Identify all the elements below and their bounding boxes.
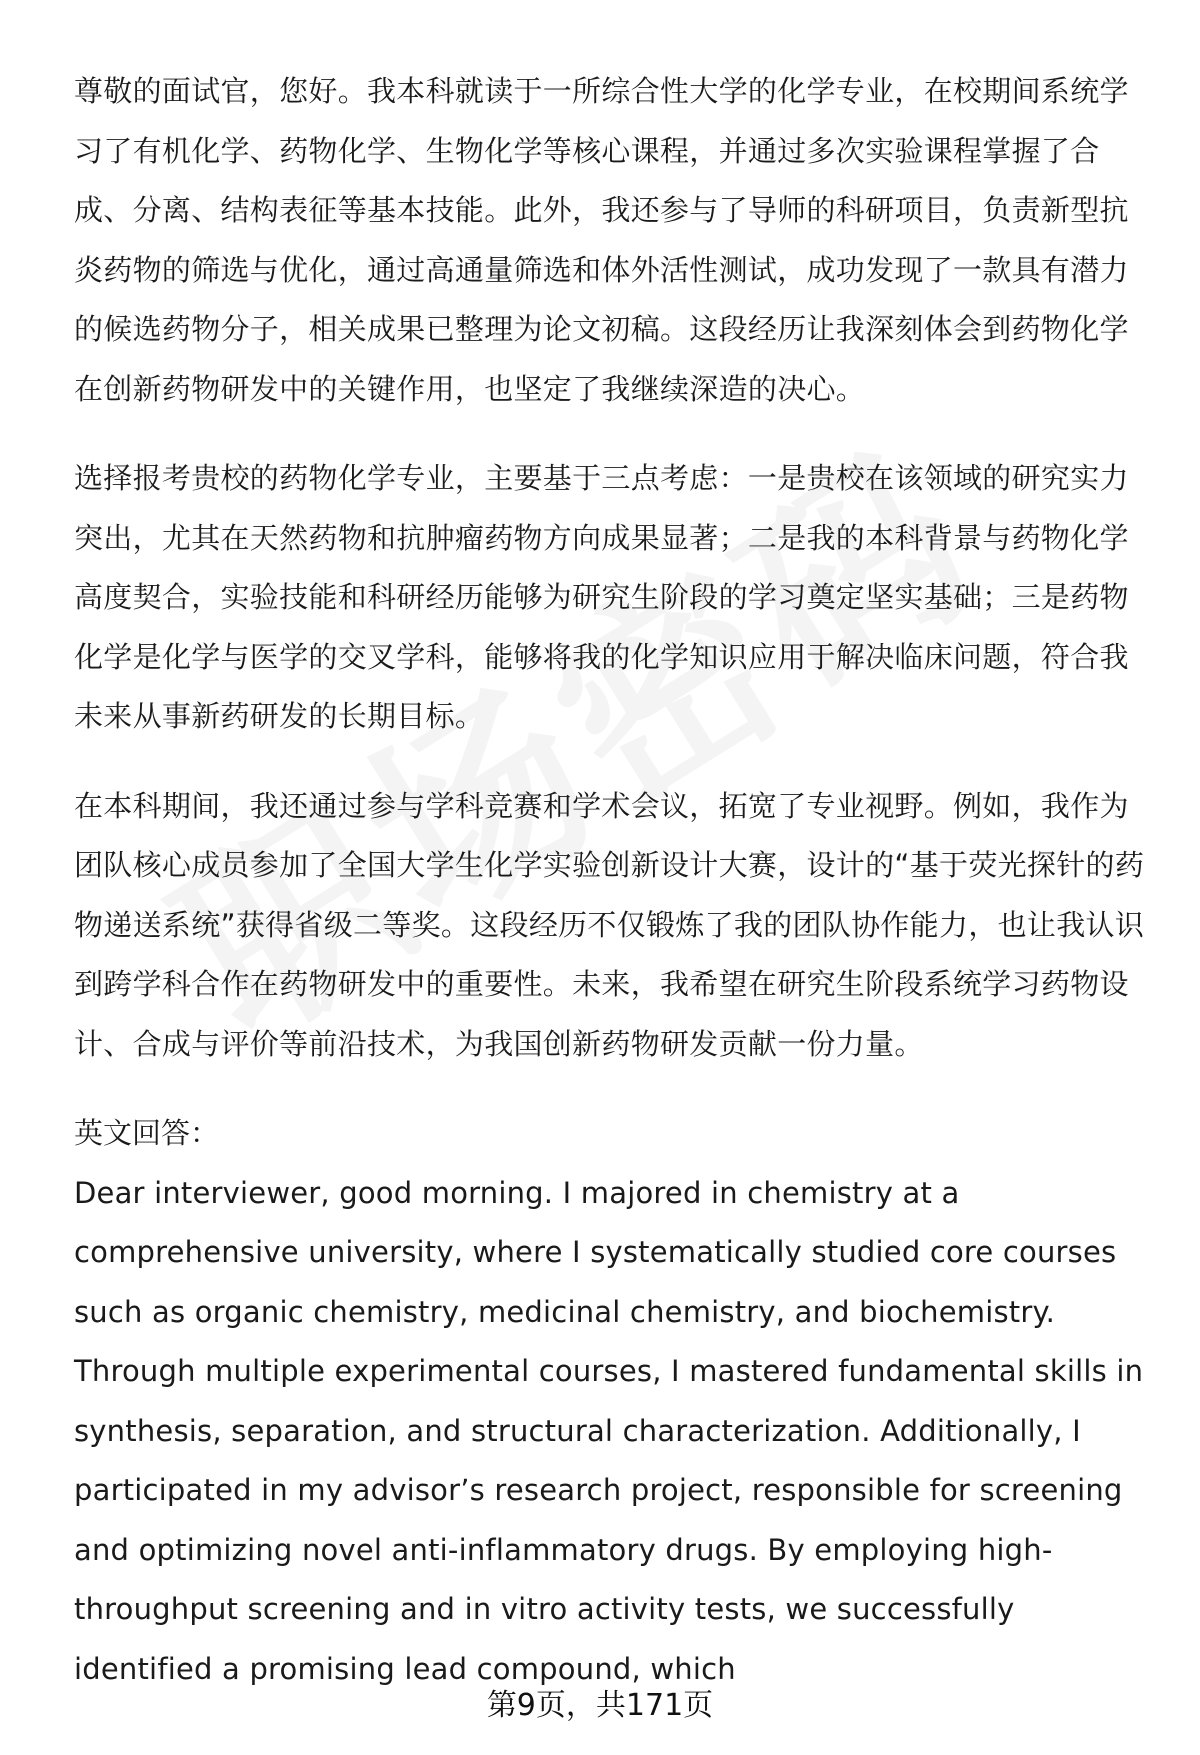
document-page xyxy=(74,62,1154,1699)
english-answer-text: Dear interviewer, good morning. I majored in chemistry at a comprehensive university, where I systematically studied core courses such as organic chemistry, medicinal chemistry, and biochemistry. Through multiple experimental courses, I mastered fundamental skills in synthesis, separation, and structural characterization. Additionally, I participated in my advisor’s research project, responsible for screening and optimizing novel anti-inflammatory drugs. By employing high-throughput screening and in vitro activity tests, we successfully identified a promising lead compound, which xyxy=(74,1175,1144,1686)
page-number-footer: 第9页，共171页 xyxy=(486,1688,714,1723)
paragraph-reasons: 选择报考贵校的药物化学专业，主要基于三点考虑：一是贵校在该领域的研究实力突出，尤其在天然药物和抗肿瘤药物方向成果显著；二是我的本科背景与药物化学高度契合，实验技能和科研经历能够为研究生阶段的学习奠定坚实基础；三是药物化学是化学与医学的交叉学科，能够将我的化学知识应用于解决临床问题，符合我未来从事新药研发的长期目标。 xyxy=(74,461,1129,733)
paragraph-intro: 尊敬的面试官，您好。我本科就读于一所综合性大学的化学专业，在校期间系统学习了有机化学、药物化学、生物化学等核心课程，并通过多次实验课程掌握了合成、分离、结构表征等基本技能。此外，我还参与了导师的科研项目，负责新型抗炎药物的筛选与优化，通过高通量筛选和体外活性测试，成功发现了一款具有潜力的候选药物分子，相关成果已整理为论文初稿。这段经历让我深刻体会到药物化学在创新药物研发中的关键作用，也坚定了我继续深造的决心。 xyxy=(74,74,1129,406)
english-answer-label: 英文回答： xyxy=(74,1116,220,1150)
paragraph-experience: 在本科期间，我还通过参与学科竞赛和学术会议，拓宽了专业视野。例如，我作为团队核心成员参加了全国大学生化学实验创新设计大赛，设计的“基于荧光探针的药物递送系统”获得省级二等奖。这段经历不仅锻炼了我的团队协作能力，也让我认识到跨学科合作在药物研发中的重要性。未来，我希望在研究生阶段系统学习药物设计、合成与评价等前沿技术，为我国创新药物研发贡献一份力量。 xyxy=(74,788,1145,1061)
